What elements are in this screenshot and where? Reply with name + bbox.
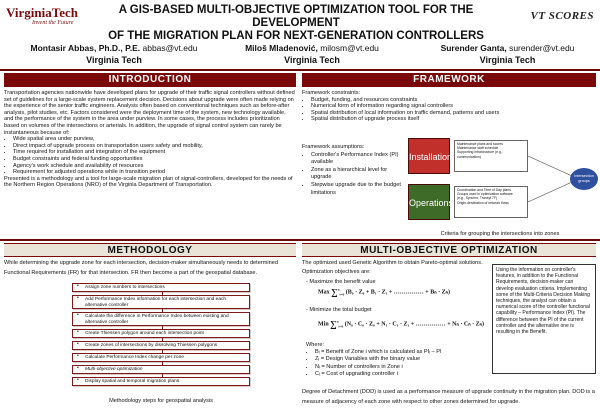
pi-explanation-box: Using the information on controller's features, in addition to the Functional Requirements, decision-maker can develop evaluation criteria. Implementing some of the Multi-Criteria Decision Making techniques, the analyst can obtain a numerical score of the controller functional capability – Performance Index (PI). The difference between the PI of the current controller and the alternative one is resulting in the Benefit. bbox=[492, 264, 596, 374]
framework-assumptions bbox=[302, 144, 404, 197]
author-list bbox=[0, 42, 600, 68]
equation-max bbox=[318, 287, 494, 297]
introduction-heading: INTRODUCTION bbox=[4, 73, 296, 87]
equation-min bbox=[318, 319, 496, 329]
list-item: • Cᵢ = Cost of upgrading controller i bbox=[315, 371, 490, 378]
list-item: • Spatial distribution of local information on traffic demand, patterns and users bbox=[311, 110, 596, 117]
flow-step: • Create zones of intersections by dissolving Thiessen polygons bbox=[72, 341, 250, 350]
dod-paragraph: Degree of Detachment (DOD) is used as a performance measure of upgrade continuity in the migration plan. DOD is a measure of adjacency of each zone with respect to other zones determined for upgrade. bbox=[302, 389, 595, 405]
framework-diagram bbox=[408, 138, 598, 230]
flow-step: • Calculate the difference in Performance Index between existing and alternative controller bbox=[72, 312, 250, 326]
vt-scores-logo: VT SCORES bbox=[530, 10, 594, 22]
title-line-2: OF THE MIGRATION PLAN FOR NEXT-GENERATION CONTROLLERS bbox=[108, 30, 484, 42]
author-email: surender@vt.edu bbox=[509, 43, 575, 53]
flow-step: • Multi-objective optimization bbox=[72, 365, 250, 374]
installation-box: Installation bbox=[408, 138, 450, 174]
list-item: • Nᵢ = Number of controllers in Zone i bbox=[315, 364, 490, 371]
title-line-1: A GIS-BASED MULTI-OBJECTIVE OPTIMIZATION TOOL FOR THE DEVELOPMENT bbox=[118, 4, 474, 29]
author-email: milosm@vt.edu bbox=[320, 43, 379, 53]
list-item: • Wide spatial area under purview, bbox=[13, 136, 296, 143]
list-item: • Budget constraints and federal funding opportunities bbox=[13, 156, 296, 163]
sum-symbol: ∑ bbox=[330, 319, 337, 329]
objective-1: - Maximize the benefit value bbox=[306, 279, 376, 285]
introduction-body bbox=[4, 90, 296, 189]
list-item: Origin-destination of network flows bbox=[457, 200, 509, 205]
logo-text: VirginiaTech bbox=[6, 5, 78, 20]
operations-box: Operations bbox=[408, 184, 450, 220]
flow-step: • Assign zone numbers to intersections bbox=[72, 283, 250, 292]
list-item: Groups used in optimization software bbox=[457, 192, 513, 197]
author-affiliation: Virginia Tech bbox=[284, 55, 340, 65]
framework-heading: FRAMEWORK bbox=[302, 73, 596, 87]
list-item: (e.g., Synchro, Transyt 7F) bbox=[457, 196, 498, 201]
divider bbox=[0, 239, 600, 241]
operations-criteria bbox=[454, 186, 528, 218]
author-1 bbox=[14, 42, 214, 66]
list-item: • Stepwise upgrade due to the budget limitations bbox=[311, 182, 404, 197]
list-item: • Agency's work schedule and availability of resources bbox=[13, 163, 296, 170]
sum-lower: i=0 bbox=[339, 292, 345, 297]
eq-body: (B₀ · Z₀ + B₁ · Z₁ + …………… + Bₙ · Zₙ) bbox=[345, 289, 451, 296]
list-item: • Zᵢ = Design Variables with the binary value bbox=[315, 356, 490, 363]
flow-step: • Calculate Performance Index change per zone bbox=[72, 353, 250, 362]
poster-title bbox=[86, 4, 506, 43]
list-item: • Requirement for adjusted operations while in transition period bbox=[13, 169, 296, 176]
list-item: Maintenance plans and scores bbox=[457, 142, 503, 146]
author-name: Miloš Mladenović, bbox=[245, 43, 318, 53]
logo-tagline: Invent the Future bbox=[32, 20, 74, 26]
virginia-tech-logo bbox=[6, 6, 84, 32]
eq-operator: Min bbox=[318, 321, 329, 328]
diagram-caption: Criteria for grouping the intersections into zones bbox=[440, 231, 560, 237]
list-item: • Budget, funding, and resources constraints bbox=[311, 97, 596, 104]
list-item: Maintenance staff schedule bbox=[457, 146, 499, 151]
sum-upper: n bbox=[336, 319, 339, 324]
intersection-groups-ellipse: Intersection groups bbox=[570, 168, 598, 190]
introduction-bullets bbox=[13, 136, 296, 176]
methodology-paragraph: While determining the upgrade zone for each intersection, decision-maker simultaneously needs to determined Functional Requirements (FR) for that intersection. FR then become a part of the geospatial database. bbox=[4, 260, 278, 276]
introduction-paragraph-2: Presented is a methodology and a tool for large-scale migration plan of signal-controllers, developed for the needs of the Northern Region Operations (NRO) of the Virginia Department of Transportation. bbox=[4, 175, 293, 189]
author-name: Surender Ganta, bbox=[440, 43, 507, 53]
author-2 bbox=[222, 42, 402, 66]
list-item: • Time required for installation and integration of the equipment bbox=[13, 149, 296, 156]
methodology-heading: METHODOLOGY bbox=[4, 243, 296, 257]
flow-step: • Create Thiessen polygon around each intersection point bbox=[72, 329, 250, 338]
author-affiliation: Virginia Tech bbox=[86, 55, 142, 65]
assumptions-title: Framework assumptions: bbox=[302, 144, 365, 150]
author-name: Montasir Abbas, Ph.D., P.E. bbox=[30, 43, 141, 53]
list-item: Supporting infrastructure (e.g., communication) bbox=[457, 150, 503, 159]
flow-step: • Add Performance Index information for each intersection and each alternative controller bbox=[72, 295, 250, 309]
list-item: Coordination and Time of Day plans bbox=[457, 188, 511, 192]
introduction-paragraph: Transportation agencies nationwide have developed plans for upgrade of their traffic signal controllers without defined set of guidelines for a large-scale system replacement decision. Decisions about upgrade were often made relying on the experience of the senior traffic engineers. Analysis often based on conventional techniques such as before-after analysis, pilot studies, etc. Factors considered were the deployment time of the system, new technology available, and the performance of the system in the area under purview. In some cases, the process includes prioritization based on volumes of the intersections or arterials. In addition, the upgrade of signal control system can rarely be instantaneous because of: bbox=[4, 90, 295, 136]
connector-arrows bbox=[528, 138, 572, 220]
author-3 bbox=[420, 42, 595, 66]
methodology-caption: Methodology steps for geospatial analysis bbox=[109, 398, 213, 404]
variable-definitions bbox=[306, 342, 490, 378]
list-item: • Direct impact of upgrade process on transportation users safety and mobility, bbox=[13, 143, 296, 150]
author-affiliation: Virginia Tech bbox=[479, 55, 536, 65]
flow-step: • Display spatial and temporal migration plans bbox=[72, 377, 250, 386]
eq-operator: Max bbox=[318, 289, 330, 296]
eq-body: (N₀ · C₀ · Z₀ + N₁ · C₁ · Z₁ + …………… + Nₙ · Cₙ · Zₙ) bbox=[344, 321, 484, 328]
where-label: Where: bbox=[306, 342, 325, 348]
sum-upper: n bbox=[337, 287, 340, 292]
divider bbox=[0, 69, 600, 71]
list-item: • Controller's Performance Index (PI) available bbox=[311, 152, 404, 167]
list-item: • Zone as a hierarchical level for upgrade bbox=[311, 167, 404, 182]
objective-2: - Minimize the total budget bbox=[306, 307, 372, 313]
sum-lower: i=0 bbox=[338, 324, 344, 329]
sum-symbol: ∑ bbox=[331, 287, 338, 297]
installation-criteria bbox=[454, 140, 528, 172]
list-item: • Bᵢ = Benefit of Zone i which is calculated as PIᵢ – PI bbox=[315, 349, 490, 356]
list-item: • Spatial distribution of upgrade process itself bbox=[311, 116, 596, 123]
constraints-title: Framework constraints: bbox=[302, 90, 361, 96]
moo-heading: MULTI-OBJECTIVE OPTIMIZATION bbox=[302, 243, 596, 257]
author-email: abbas@vt.edu bbox=[142, 43, 198, 53]
moo-paragraph: The optimized used Genetic Algorithm to obtain Pareto-optimal solutions. Optimization objectives are: bbox=[302, 260, 483, 275]
framework-constraints bbox=[302, 90, 596, 123]
list-item: • Numerical form of information regarding signal controllers bbox=[311, 103, 596, 110]
